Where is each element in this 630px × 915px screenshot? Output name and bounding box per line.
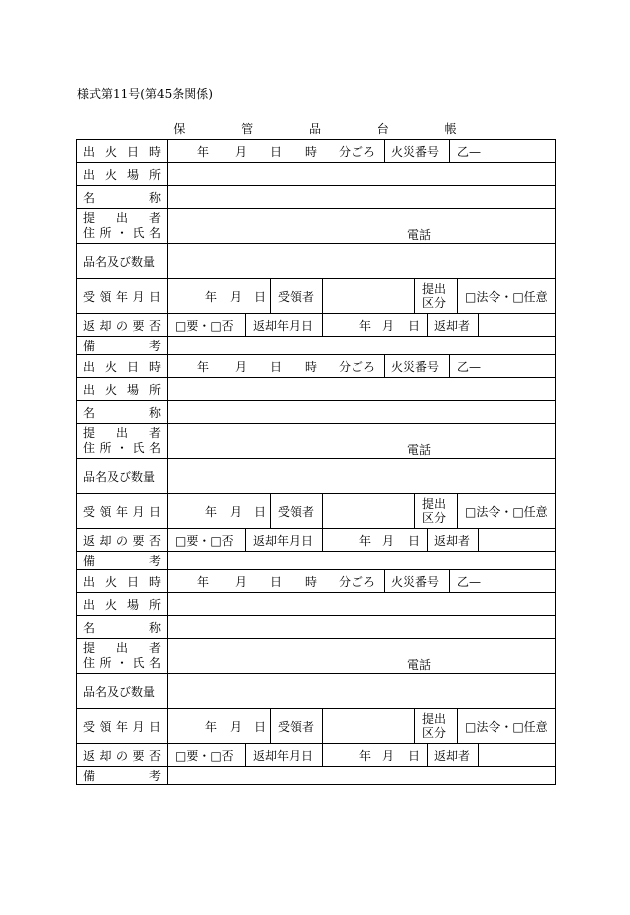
receipt-day-unit: 日	[254, 719, 267, 734]
receipt-month-unit: 月	[230, 504, 243, 519]
label-return-required: 返 却 の 要 否	[83, 748, 161, 763]
receipt-year-unit: 年	[205, 504, 218, 519]
row-return-required	[76, 528, 556, 552]
return-year-unit: 年	[359, 748, 372, 763]
row-fire-location	[76, 162, 556, 186]
return-month-unit: 月	[382, 533, 395, 548]
submit-class-label: 提出 区分	[422, 712, 447, 740]
fire-year-unit: 年	[197, 144, 210, 159]
row-remarks	[76, 336, 556, 355]
return-need-options: □要・□否	[175, 748, 234, 763]
row-fire-datetime	[76, 354, 556, 378]
row-receipt-date	[76, 278, 556, 314]
return-year-unit: 年	[359, 533, 372, 548]
fire-day-unit: 日	[270, 144, 283, 159]
label-fire-datetime: 出 火 日 時	[83, 574, 161, 589]
fire-number-label: 火災番号	[391, 359, 440, 374]
label-item-quantity: 品名及び数量	[83, 469, 156, 484]
label-remarks: 備 考	[83, 769, 161, 783]
row-fire-datetime	[76, 139, 556, 163]
submit-class-label: 提出 区分	[422, 497, 447, 525]
receipt-day-unit: 日	[254, 289, 267, 304]
phone-label: 電話	[407, 442, 432, 457]
label-submitter: 提 出 者 住 所 ・ 氏 名	[83, 211, 161, 240]
row-submitter	[76, 638, 556, 674]
label-return-required: 返 却 の 要 否	[83, 533, 161, 548]
receipt-month-unit: 月	[230, 289, 243, 304]
return-year-unit: 年	[359, 318, 372, 333]
label-submitter: 提 出 者 住 所 ・ 氏 名	[83, 641, 161, 670]
return-month-unit: 月	[382, 318, 395, 333]
label-remarks: 備 考	[83, 554, 161, 568]
return-month-unit: 月	[382, 748, 395, 763]
receipt-month-unit: 月	[230, 719, 243, 734]
receiver-label: 受領者	[278, 719, 315, 734]
label-fire-location: 出 火 場 所	[83, 597, 161, 612]
return-date-label: 返却年月日	[253, 533, 314, 548]
ledger-record	[76, 569, 556, 784]
row-submitter	[76, 208, 556, 244]
submit-class-options: □法令・□任意	[465, 504, 548, 519]
fire-month-unit: 月	[235, 574, 248, 589]
label-fire-datetime: 出 火 日 時	[83, 359, 161, 374]
receipt-year-unit: 年	[205, 289, 218, 304]
row-name	[76, 400, 556, 424]
row-return-required	[76, 743, 556, 767]
row-return-required	[76, 313, 556, 337]
fire-number-prefix: 乙—	[457, 359, 482, 374]
fire-hour-unit: 時	[305, 144, 318, 159]
phone-label: 電話	[407, 227, 432, 242]
label-return-required: 返 却 の 要 否	[83, 318, 161, 333]
return-need-options: □要・□否	[175, 318, 234, 333]
row-fire-location	[76, 592, 556, 616]
fire-hour-unit: 時	[305, 359, 318, 374]
label-receipt-date: 受 領 年 月 日	[83, 289, 161, 304]
label-fire-datetime: 出 火 日 時	[83, 144, 161, 159]
fire-number-prefix: 乙—	[457, 574, 482, 589]
label-fire-location: 出 火 場 所	[83, 167, 161, 182]
fire-number-label: 火災番号	[391, 144, 440, 159]
row-remarks	[76, 766, 556, 785]
returner-label: 返却者	[434, 748, 471, 763]
label-name: 名 称	[83, 405, 161, 420]
fire-minute-unit: 分ごろ	[339, 144, 376, 159]
receipt-year-unit: 年	[205, 719, 218, 734]
row-receipt-date	[76, 708, 556, 744]
fire-minute-unit: 分ごろ	[339, 574, 376, 589]
form-number: 様式第11号(第45条関係)	[77, 87, 213, 101]
row-name	[76, 185, 556, 209]
document-title: 保 管 品 台 帳	[173, 122, 483, 136]
label-receipt-date: 受 領 年 月 日	[83, 504, 161, 519]
label-fire-location: 出 火 場 所	[83, 382, 161, 397]
ledger-record	[76, 139, 556, 354]
fire-hour-unit: 時	[305, 574, 318, 589]
receiver-label: 受領者	[278, 504, 315, 519]
return-day-unit: 日	[408, 318, 421, 333]
fire-year-unit: 年	[197, 574, 210, 589]
row-fire-location	[76, 377, 556, 401]
fire-day-unit: 日	[270, 574, 283, 589]
label-name: 名 称	[83, 620, 161, 635]
row-remarks	[76, 551, 556, 570]
returner-label: 返却者	[434, 533, 471, 548]
row-name	[76, 615, 556, 639]
return-date-label: 返却年月日	[253, 318, 314, 333]
fire-number-label: 火災番号	[391, 574, 440, 589]
row-receipt-date	[76, 493, 556, 529]
label-receipt-date: 受 領 年 月 日	[83, 719, 161, 734]
return-date-label: 返却年月日	[253, 748, 314, 763]
receipt-day-unit: 日	[254, 504, 267, 519]
submit-class-options: □法令・□任意	[465, 719, 548, 734]
label-remarks: 備 考	[83, 339, 161, 353]
ledger-record	[76, 354, 556, 569]
return-day-unit: 日	[408, 748, 421, 763]
receiver-label: 受領者	[278, 289, 315, 304]
fire-number-prefix: 乙—	[457, 144, 482, 159]
fire-month-unit: 月	[235, 359, 248, 374]
row-item-quantity	[76, 673, 556, 709]
fire-year-unit: 年	[197, 359, 210, 374]
return-day-unit: 日	[408, 533, 421, 548]
row-item-quantity	[76, 243, 556, 279]
fire-month-unit: 月	[235, 144, 248, 159]
submit-class-options: □法令・□任意	[465, 289, 548, 304]
label-item-quantity: 品名及び数量	[83, 254, 156, 269]
submit-class-label: 提出 区分	[422, 282, 447, 310]
label-name: 名 称	[83, 190, 161, 205]
returner-label: 返却者	[434, 318, 471, 333]
phone-label: 電話	[407, 657, 432, 672]
row-fire-datetime	[76, 569, 556, 593]
label-submitter: 提 出 者 住 所 ・ 氏 名	[83, 426, 161, 455]
row-submitter	[76, 423, 556, 459]
fire-day-unit: 日	[270, 359, 283, 374]
storage-ledger-table	[76, 139, 556, 784]
fire-minute-unit: 分ごろ	[339, 359, 376, 374]
row-item-quantity	[76, 458, 556, 494]
label-item-quantity: 品名及び数量	[83, 684, 156, 699]
return-need-options: □要・□否	[175, 533, 234, 548]
